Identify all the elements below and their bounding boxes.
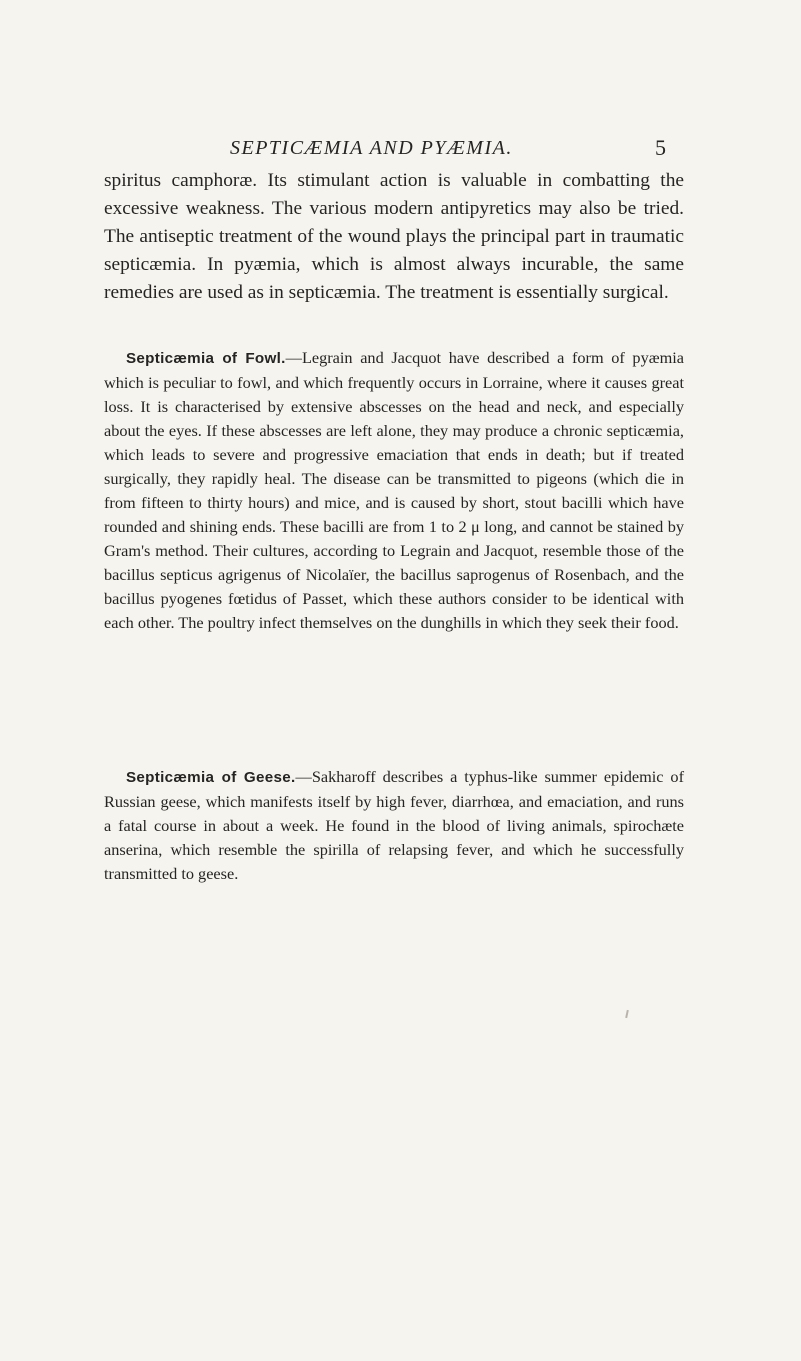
section-geese-heading: Septicæmia of Geese. bbox=[126, 769, 296, 786]
paragraph-intro: spiritus camphoræ. Its stimulant action is valuable in combatting the excessive weakness. The various modern antipyretics may also be tried. The antiseptic treatment of the wound plays the principal part in traumatic septicæmia. In pyæmia, which is almost always incurable, the same remedies are used as in septicæmia. The treatment is essentially surgical. bbox=[104, 170, 684, 303]
paper-speck bbox=[625, 1010, 629, 1018]
section-fowl bbox=[104, 346, 684, 635]
section-geese bbox=[104, 765, 684, 886]
page-number: 5 bbox=[655, 135, 666, 160]
section-fowl-body: —Legrain and Jacquot have described a form of pyæmia which is peculiar to fowl, and which frequently occurs in Lorraine, where it causes great loss. It is characterised by extensive abscesses on the head and neck, and especially about the eyes. If these abscesses are left alone, they may produce a chronic septicæmia, which leads to severe and progressive emaciation that ends in death; but if treated surgically, they rapidly heal. The disease can be transmitted to pigeons (which die in from fifteen to thirty hours) and mice, and is caused by short, stout bacilli which have rounded and shining ends. These bacilli are from 1 to 2 μ long, and cannot be stained by Gram's method. Their cultures, according to Legrain and Jacquot, resemble those of the bacillus septicus agrigenus of Nicolaïer, the bacillus saprogenus of Rosenbach, and the bacillus pyogenes fœtidus of Passet, which these authors consider to be identical with each other. The poultry infect themselves on the dunghills in which they seek their food. bbox=[104, 348, 684, 632]
section-fowl-heading: Septicæmia of Fowl. bbox=[126, 350, 286, 367]
section-geese-body: —Sakharoff describes a typhus-like summer epidemic of Russian geese, which manifests itself by high fever, diarrhœa, and emaciation, and runs a fatal course in about a week. He found in the blood of living animals, spirochæte anserina, which resemble the spirilla of relapsing fever, and which he successfully transmitted to geese. bbox=[104, 767, 684, 883]
running-head: SEPTICÆMIA AND PYÆMIA. bbox=[230, 137, 513, 159]
